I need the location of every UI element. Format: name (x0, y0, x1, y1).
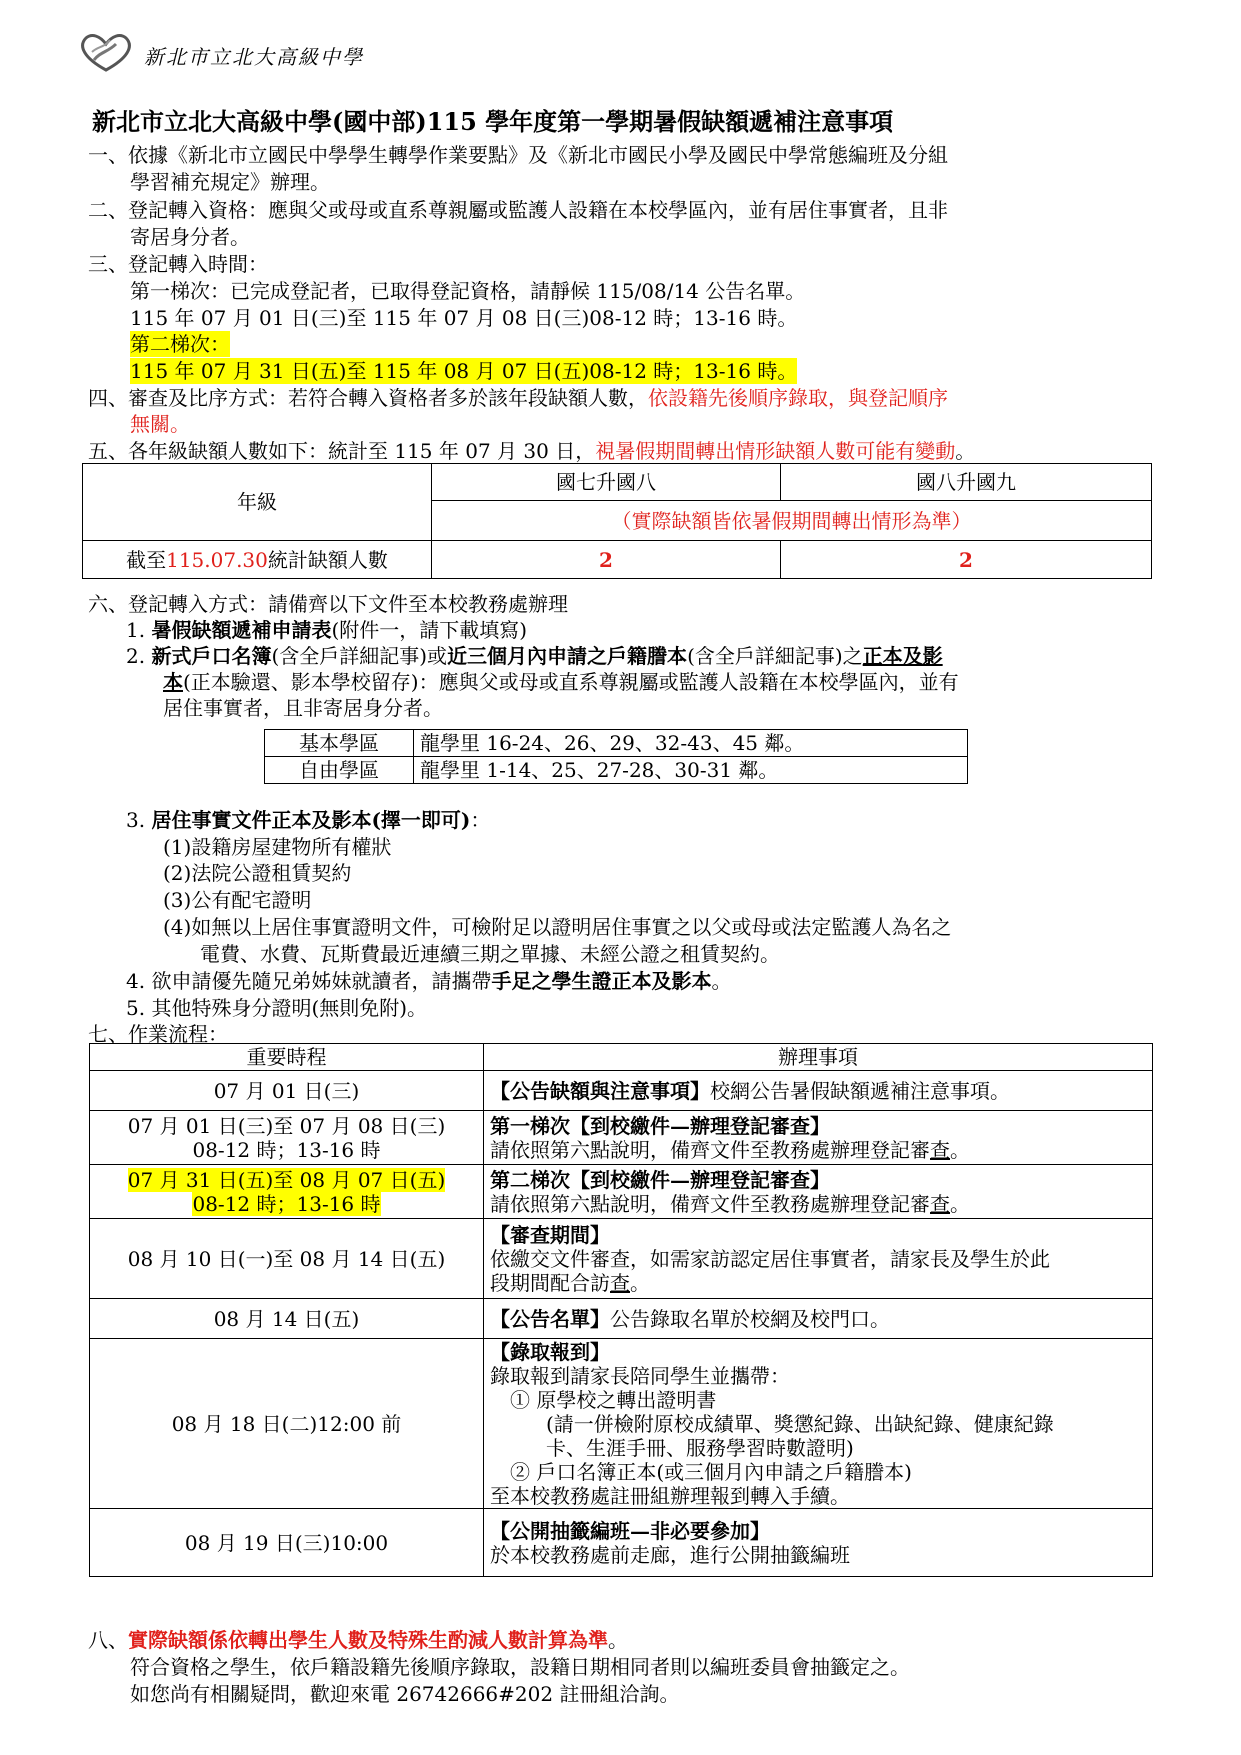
district-value: 龍學里 1-14、25、27-28、30-31 鄰。 (414, 757, 968, 784)
section-8-end: 。 (608, 1628, 628, 1652)
section-8-line-3: 如您尚有相關疑問，歡迎來電 26742666#202 註冊組洽詢。 (130, 1682, 680, 1706)
vacancy-table (82, 463, 1152, 579)
task-line-4: 卡、生涯手冊、服務學習時數證明) (546, 1435, 854, 1460)
task-text-main: 請依照第六點說明，備齊文件至教務處辦理登記審 (490, 1137, 930, 1162)
task-title: 第一梯次【到校繳件—辦理登記審查】 (490, 1113, 830, 1138)
district-name: 自由學區 (265, 757, 414, 784)
vacancy-row-label (83, 541, 432, 579)
task-text-end: 。 (950, 1191, 970, 1216)
process-row-4-task (484, 1219, 1153, 1299)
task-title: 第二梯次【到校繳件—辦理登記審查】 (490, 1167, 830, 1192)
section-8-red-bold: 實際缺額係依轉出學生人數及特殊生酌減人數計算為準 (128, 1628, 608, 1652)
item-number: 3. (126, 808, 146, 832)
process-row-3-time (90, 1165, 484, 1219)
process-row-7-task (484, 1509, 1153, 1577)
s6-item-3-b: (2)法院公證租賃契約 (163, 861, 352, 885)
item-2-text-3: (正本驗還、影本學校留存)：應與父或母或直系尊親屬或監護人設籍在本校學區內，並有 (183, 670, 959, 694)
batch-2-label: 第二梯次： (130, 332, 230, 356)
section-3-heading: 三、登記轉入時間： (88, 252, 268, 276)
item-3-rest: ： (470, 808, 491, 832)
process-row-1-time: 07 月 01 日(三) (90, 1071, 484, 1111)
task-line-5: ② 戶口名簿正本(或三個月內申請之戶籍謄本) (510, 1459, 912, 1484)
task-text-underline: 查 (610, 1270, 630, 1295)
task-text (490, 1138, 1146, 1162)
task-line-3: (請一併檢附原校成績單、獎懲紀錄、出缺紀錄、健康紀錄 (546, 1411, 1054, 1436)
section-8-line-2: 符合資格之學生，依戶籍設籍先後順序錄取，設籍日期相同者則以編班委員會抽籤定之。 (130, 1655, 910, 1679)
row-label-prefix: 截至 (126, 547, 167, 572)
section-4-red-text: 依設籍先後順序錄取，與登記順序 (648, 386, 948, 410)
process-row-6-time: 08 月 18 日(二)12:00 前 (90, 1339, 484, 1509)
section-2-line-2: 寄居身分者。 (130, 225, 250, 249)
vacancy-header-7to8: 國七升國八 (432, 464, 781, 501)
task-line-6: 至本校教務處註冊組辦理報到轉入手續。 (490, 1483, 850, 1508)
row-label-date: 115.07.30 (166, 547, 268, 572)
section-2-line-1: 二、登記轉入資格：應與父或母或直系尊親屬或監護人設籍在本校學區內，並有居住事實者，且非 (88, 198, 948, 222)
batch-1-text: 第一梯次：已完成登記者，已取得登記資格，請靜候 115/08/14 公告名單。 (130, 279, 806, 303)
task-line-1: 錄取報到請家長陪同學生並攜帶： (490, 1363, 790, 1388)
item-3-bold: 居住事實文件正本及影本(擇一即可) (151, 808, 471, 832)
process-row-5-time: 08 月 14 日(五) (90, 1299, 484, 1339)
item-5-text: 其他特殊身分證明(無則免附)。 (151, 996, 428, 1020)
task-text: 校網公告暑假缺額遞補注意事項。 (710, 1078, 1010, 1103)
process-header-time: 重要時程 (90, 1044, 484, 1071)
vacancy-note: （實際缺額皆依暑假期間轉出情形為準） (432, 501, 1152, 541)
task-line-1: 依繳交文件審查，如需家訪認定居住事實者，請家長及學生於此 (490, 1246, 1050, 1271)
item-4-bold: 手足之學生證正本及影本 (491, 969, 712, 993)
item-2-bold-4: 本 (163, 670, 183, 694)
s6-item-5 (126, 995, 427, 1021)
section-6-heading: 六、登記轉入方式：請備齊以下文件至本校教務處辦理 (88, 592, 568, 616)
process-row-2-task (484, 1111, 1153, 1165)
s6-item-3-d-line-2: 電費、水費、瓦斯費最近連續三期之單據、未經公證之租賃契約。 (200, 942, 780, 966)
item-1-rest: (附件一，請下載填寫) (331, 618, 528, 642)
district-table (264, 729, 968, 784)
process-row-2-time (90, 1111, 484, 1165)
task-text-underline: 查 (930, 1137, 950, 1162)
item-1-bold: 暑假缺額遞補申請表 (151, 618, 332, 642)
item-2-bold-1: 新式戶口名簿 (151, 644, 272, 668)
process-row-4-time: 08 月 10 日(一)至 08 月 14 日(五) (90, 1219, 484, 1299)
task-text-end: 。 (950, 1137, 970, 1162)
item-number: 1. (126, 618, 146, 642)
item-2-bold-2: 近三個月內申請之戶籍謄本 (447, 644, 688, 668)
vacancy-value-8to9: 2 (781, 541, 1152, 579)
task-title: 【審查期間】 (490, 1222, 610, 1247)
section-1-line-2: 學習補充規定》辦理。 (130, 170, 330, 194)
s6-item-2-line-2 (163, 669, 959, 695)
task-text (490, 1192, 1146, 1216)
time-line-2: 08-12 時；13-16 時 (192, 1191, 381, 1216)
page-title: 新北市立北大高級中學(國中部)115 學年度第一學期暑假缺額遞補注意事項 (92, 107, 894, 136)
task-text-underline: 查 (930, 1191, 950, 1216)
process-row-5-task (484, 1299, 1153, 1339)
row-label-suffix: 統計缺額人數 (267, 547, 388, 572)
s6-item-2-line-1 (126, 643, 943, 669)
s6-item-4 (126, 968, 731, 994)
school-logo (74, 30, 138, 76)
section-5-text: 五、各年級缺額人數如下：統計至 115 年 07 月 30 日， (88, 439, 596, 463)
item-number: 4. (126, 969, 146, 993)
section-1-line-1: 一、依據《新北市立國民中學學生轉學作業要點》及《新北市國民小學及國民中學常態編班及分組 (88, 143, 948, 167)
section-8-number: 八、 (88, 1628, 128, 1652)
item-2-text-1: (含全戶詳細記事)或 (271, 644, 448, 668)
task-text-main: 段期間配合訪 (490, 1270, 610, 1295)
item-number: 2. (126, 644, 146, 668)
section-8-line-1 (88, 1627, 628, 1653)
time-line-1: 07 月 01 日(三)至 07 月 08 日(三) (127, 1113, 446, 1138)
s6-item-3-d-line-1: (4)如無以上居住事實證明文件，可檢附足以證明居住事實之以父或母或法定監護人為名之 (163, 915, 952, 939)
item-2-bold-3: 正本及影 (862, 644, 943, 668)
vacancy-value-7to8: 2 (432, 541, 781, 579)
task-text-main: 請依照第六點說明，備齊文件至教務處辦理登記審 (490, 1191, 930, 1216)
process-header-task: 辦理事項 (484, 1044, 1153, 1071)
section-4-line-1 (88, 385, 948, 411)
s6-item-2-line-3: 居住事實者，且非寄居身分者。 (163, 696, 443, 720)
vacancy-header-8to9: 國八升國九 (781, 464, 1152, 501)
s6-item-1 (126, 617, 527, 643)
batch-1-time: 115 年 07 月 01 日(三)至 115 年 07 月 08 日(三)08-12 時；13-16 時。 (130, 306, 798, 330)
s6-item-3-c: (3)公有配宅證明 (163, 888, 312, 912)
process-row-6-task (484, 1339, 1153, 1509)
section-4-text: 四、審查及比序方式：若符合轉入資格者多於該年段缺額人數， (88, 386, 648, 410)
item-number: 5. (126, 996, 146, 1020)
district-name: 基本學區 (265, 730, 414, 757)
item-4-end: 。 (711, 969, 732, 993)
item-2-text-2: (含全戶詳細記事)之 (687, 644, 863, 668)
task-title: 【公開抽籤編班—非必要參加】 (490, 1518, 770, 1543)
section-5-end: 。 (955, 439, 976, 463)
task-text: 於本校教務處前走廊，進行公開抽籤編班 (490, 1542, 850, 1567)
vacancy-header-grade: 年級 (83, 464, 432, 541)
s6-item-3-a: (1)設籍房屋建物所有權狀 (163, 835, 392, 859)
process-row-7-time: 08 月 19 日(三)10:00 (90, 1509, 484, 1577)
district-value: 龍學里 16-24、26、29、32-43、45 鄰。 (414, 730, 968, 757)
task-text-end: 。 (630, 1270, 650, 1295)
section-7-heading: 七、作業流程： (88, 1022, 228, 1046)
task-title: 【錄取報到】 (490, 1339, 610, 1364)
section-5-red-text: 視暑假期間轉出情形缺額人數可能有變動 (595, 439, 956, 463)
s6-item-3 (126, 807, 490, 833)
process-row-1-task (484, 1071, 1153, 1111)
school-name-handwritten: 新北市立北大高級中學 (144, 45, 364, 69)
section-5-line (88, 438, 975, 464)
process-table (89, 1043, 1153, 1577)
task-title: 【公告缺額與注意事項】 (490, 1078, 710, 1103)
task-line-2 (490, 1271, 1146, 1295)
task-title: 【公告名單】 (490, 1306, 610, 1331)
section-4-line-2: 無關。 (130, 412, 190, 436)
task-line-2: ① 原學校之轉出證明書 (510, 1387, 717, 1412)
time-line-2: 08-12 時；13-16 時 (192, 1137, 381, 1162)
task-text: 公告錄取名單於校網及校門口。 (610, 1306, 890, 1331)
time-line-1: 07 月 31 日(五)至 08 月 07 日(五) (127, 1167, 446, 1192)
batch-2-time: 115 年 07 月 31 日(五)至 115 年 08 月 07 日(五)08-12 時；13-16 時。 (130, 359, 798, 383)
process-row-3-task (484, 1165, 1153, 1219)
item-4-text: 欲申請優先隨兄弟姊妹就讀者，請攜帶 (151, 969, 492, 993)
